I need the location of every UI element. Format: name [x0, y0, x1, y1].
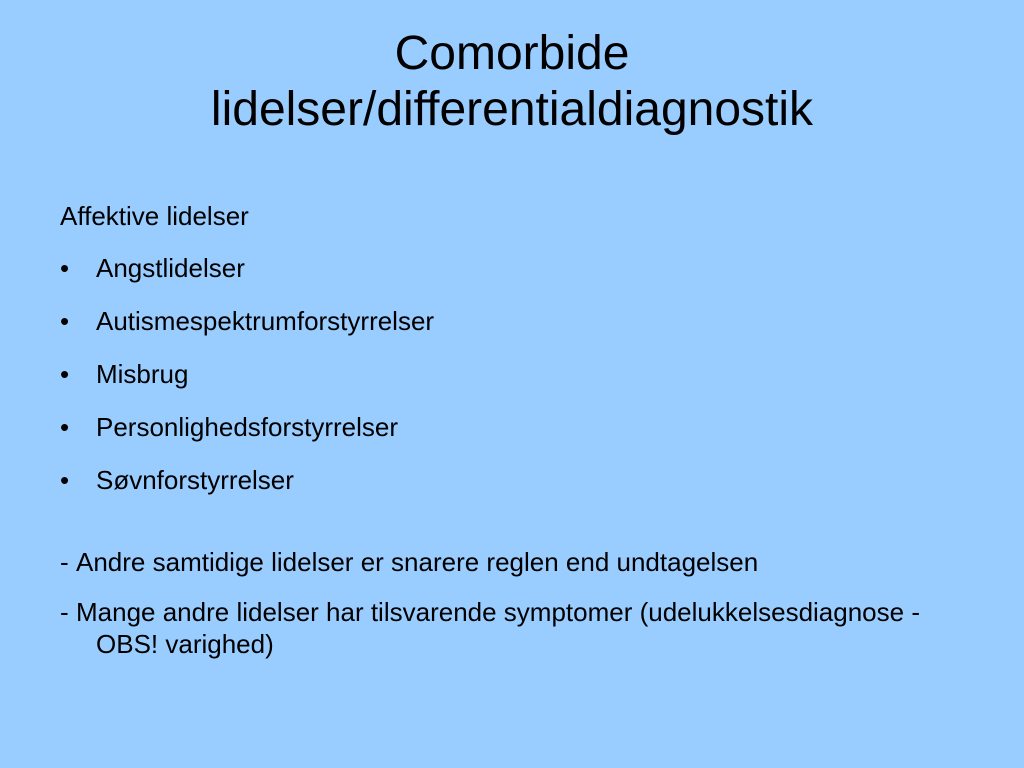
- list-item: [60, 411, 980, 443]
- bullet-icon: •: [60, 412, 70, 442]
- subheading: Affektive lidelser: [60, 201, 249, 231]
- list-item: [60, 252, 980, 284]
- list-item-text: Angstlidelser: [96, 253, 245, 283]
- bullet-icon: •: [60, 253, 70, 283]
- slide-title: [40, 26, 984, 138]
- list-item: [60, 358, 980, 390]
- bullet-icon: •: [60, 306, 70, 336]
- dash-mark: -: [60, 547, 69, 577]
- bullet-icon: •: [60, 465, 70, 495]
- note-text: Mange andre lidelser har tilsvarende symptomer (udelukkelsesdiagnose - OBS! varighed): [76, 597, 920, 659]
- list-item-text: Autismespektrumforstyrrelser: [96, 306, 435, 336]
- list-item-text: Misbrug: [96, 359, 189, 389]
- slide-title-line-1: Comorbide: [394, 27, 630, 80]
- dash-mark: -: [60, 597, 69, 627]
- list-item-text: Personlighedsforstyrrelser: [96, 412, 399, 442]
- bullet-icon: •: [60, 359, 70, 389]
- notes: [60, 546, 980, 660]
- list-item: [60, 305, 980, 337]
- note-text: Andre samtidige lidelser er snarere reglen end undtagelsen: [76, 547, 759, 577]
- slide-title-line-2: lidelser/differentialdiagnostik: [210, 83, 814, 136]
- note-paragraph: [60, 546, 980, 578]
- note-paragraph: [60, 596, 980, 660]
- list-item-text: Søvnforstyrrelser: [96, 465, 294, 495]
- slide-body: [60, 200, 980, 678]
- list-item: [60, 464, 980, 496]
- bullet-list: [60, 252, 980, 496]
